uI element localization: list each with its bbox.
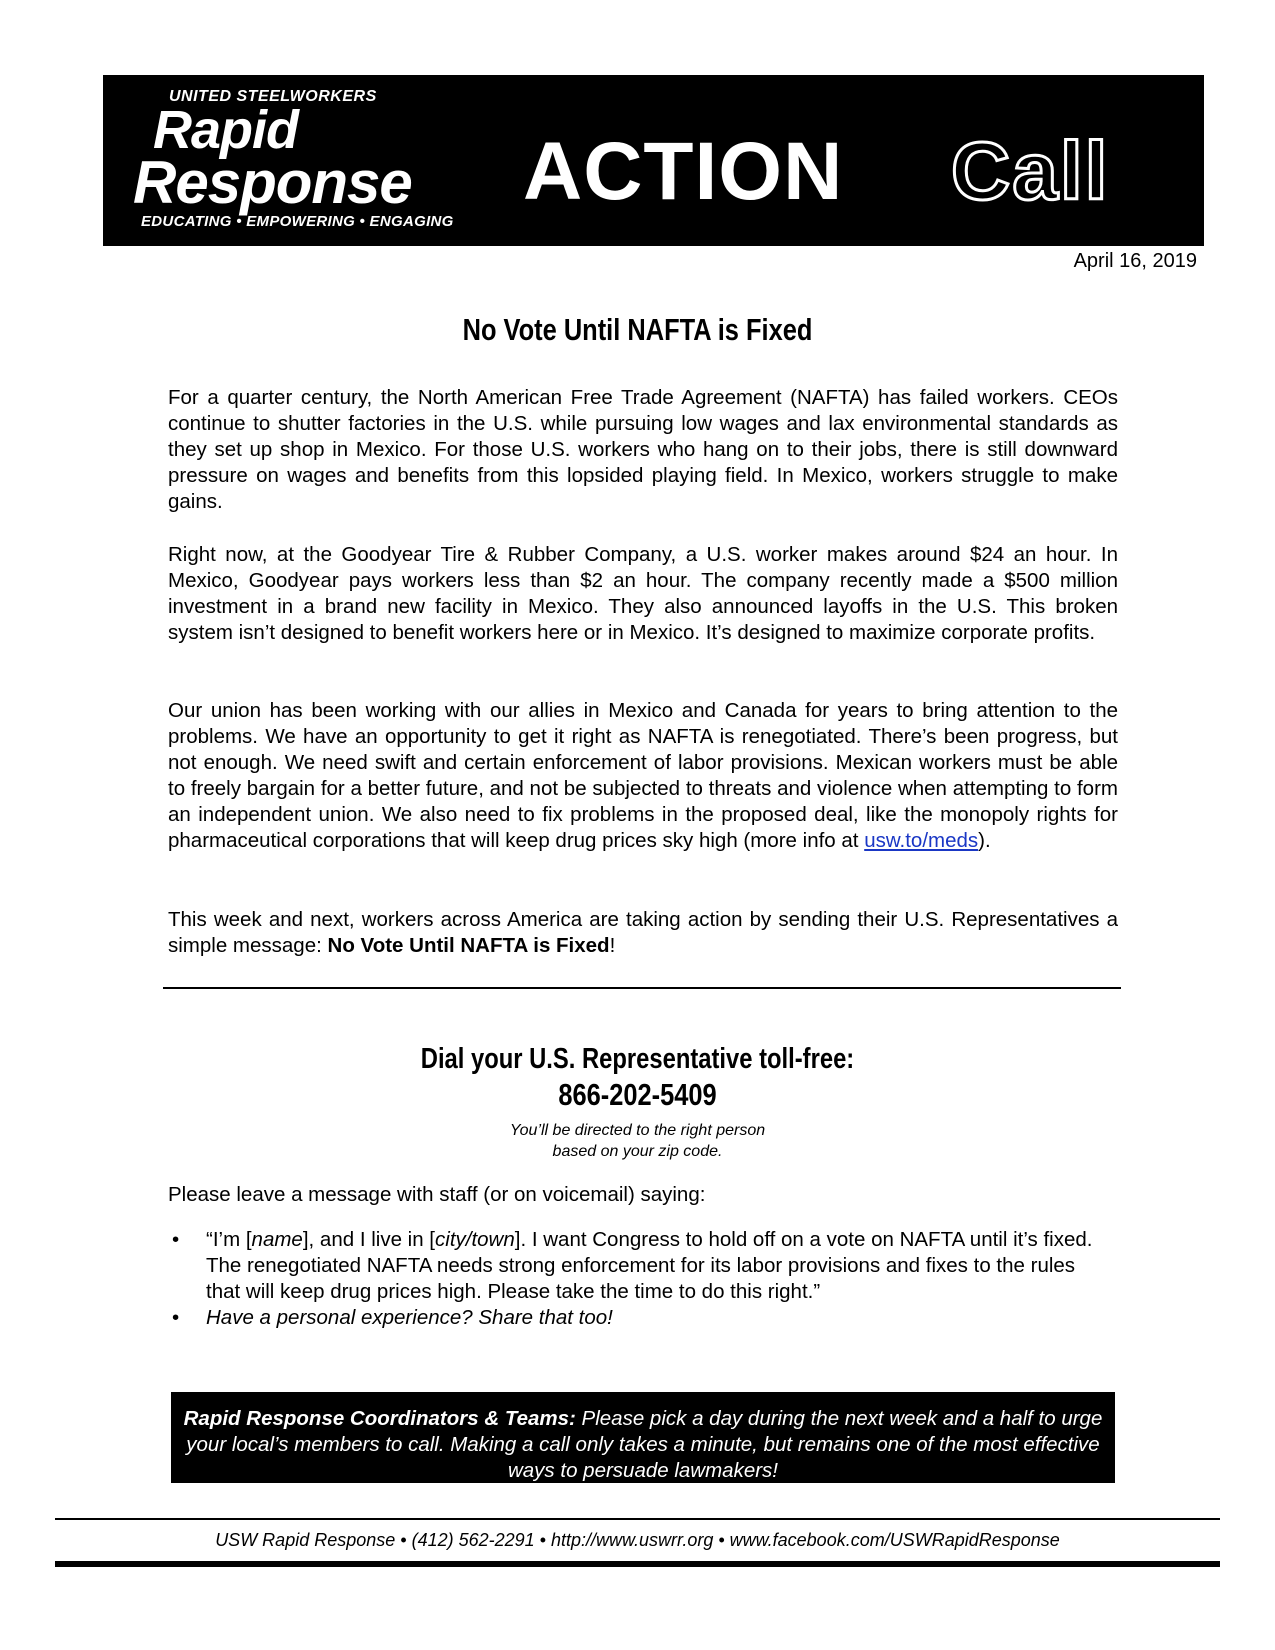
paragraph-action — [168, 907, 1118, 959]
logo-response: Response — [133, 149, 412, 216]
callout-heading: Rapid Response Coordinators & Teams: — [183, 1407, 576, 1430]
leave-message-instruction: Please leave a message with staff (or on voicemail) saying: — [168, 1183, 706, 1206]
dial-note-line2: based on your zip code. — [552, 1143, 723, 1160]
coordinator-callout — [171, 1392, 1115, 1483]
script-text: “I’m [ — [206, 1228, 252, 1251]
header-banner — [103, 75, 1204, 246]
paragraph-action-text: This week and next, workers across America are taking action by sending their U.S. Representatives a simple message: — [168, 908, 1118, 957]
bullet-icon: • — [172, 1228, 180, 1251]
list-item — [168, 1305, 1098, 1331]
banner-call-word: Call — [951, 126, 1110, 217]
personal-experience-text: Have a personal experience? Share that too! — [206, 1306, 613, 1329]
meds-link[interactable]: usw.to/meds — [864, 829, 979, 852]
page-title: No Vote Until NAFTA is Fixed — [462, 312, 813, 347]
dial-note-line1: You’ll be directed to the right person — [509, 1122, 766, 1139]
callout-text: Please pick a day during the next week and a half to urge your local’s members to call. Making a call only takes a minute, but remains one of the most effective ways to persuade lawmakers! — [186, 1407, 1103, 1482]
dial-note — [0, 1120, 1275, 1162]
paragraph-intro: For a quarter century, the North American Free Trade Agreement (NAFTA) has failed workers. CEOs continue to shutter factories in the U.S. while pursuing low wages and lax environmental standards as they set up shop in Mexico. For those U.S. workers who hang on to their jobs, there is still downward pressure on wages and benefits from this lopsided playing field. In Mexico, workers struggle to make gains. — [168, 386, 1118, 513]
script-text: ], and I live in [ — [302, 1228, 436, 1251]
paragraph-goodyear: Right now, at the Goodyear Tire & Rubber Company, a U.S. worker makes around $24 an hour. In Mexico, Goodyear pays workers less than $2 an hour. The company recently made a $500 million investment in a brand new facility in Mexico. They also announced layoffs in the U.S. This broken system isn’t designed to benefit workers here or in Mexico. It’s designed to maximize corporate profits. — [168, 543, 1118, 644]
script-list — [168, 1227, 1098, 1331]
org-name: UNITED STEELWORKERS — [169, 88, 377, 105]
paragraph-union-text: Our union has been working with our allies in Mexico and Canada for years to bring attention to the problems. We have an opportunity to get it right as NAFTA is renegotiated. There’s been progress, but not enough. We need swift and certain enforcement of labor provisions. Mexican workers must be able to freely bargain for a better future, and not be subjected to threats and violence when attempting to form an independent union. We also need to fix problems in the proposed deal, like the monopoly rights for pharmaceutical corporations that will keep drug prices sky high (more info at — [168, 699, 1118, 852]
script-text: ]. I want Congress to hold off on a vote on NAFTA until it’s fixed. The renegotiated NAFTA needs strong enforcement for its labor provisions and fixes to the rules that will keep drug prices high. Please take the time to do this right.” — [206, 1228, 1093, 1303]
paragraph-union — [168, 698, 1118, 854]
divider — [163, 987, 1121, 989]
bullet-icon: • — [172, 1306, 180, 1329]
banner-action-word: ACTION — [523, 126, 844, 217]
dial-heading: Dial your U.S. Representative toll-free: — [420, 1043, 855, 1075]
footer-contact: USW Rapid Response • (412) 562-2291 • http://www.uswrr.org • www.facebook.com/USWRapidResponse — [215, 1530, 1060, 1550]
footer-bar — [55, 1561, 1220, 1567]
placeholder-name: name — [251, 1228, 303, 1251]
list-item — [168, 1227, 1098, 1305]
paragraph-action-end: ! — [609, 934, 616, 957]
logo-tagline: EDUCATING • EMPOWERING • ENGAGING — [141, 213, 454, 230]
logo-rapid: Rapid — [153, 100, 299, 160]
paragraph-action-slogan: No Vote Until NAFTA is Fixed — [327, 934, 610, 957]
phone-number: 866-202-5409 — [558, 1077, 717, 1112]
paragraph-union-end: ). — [978, 829, 991, 852]
placeholder-city: city/town — [435, 1228, 515, 1251]
document-date: April 16, 2019 — [1073, 250, 1197, 272]
footer-divider — [55, 1518, 1220, 1520]
